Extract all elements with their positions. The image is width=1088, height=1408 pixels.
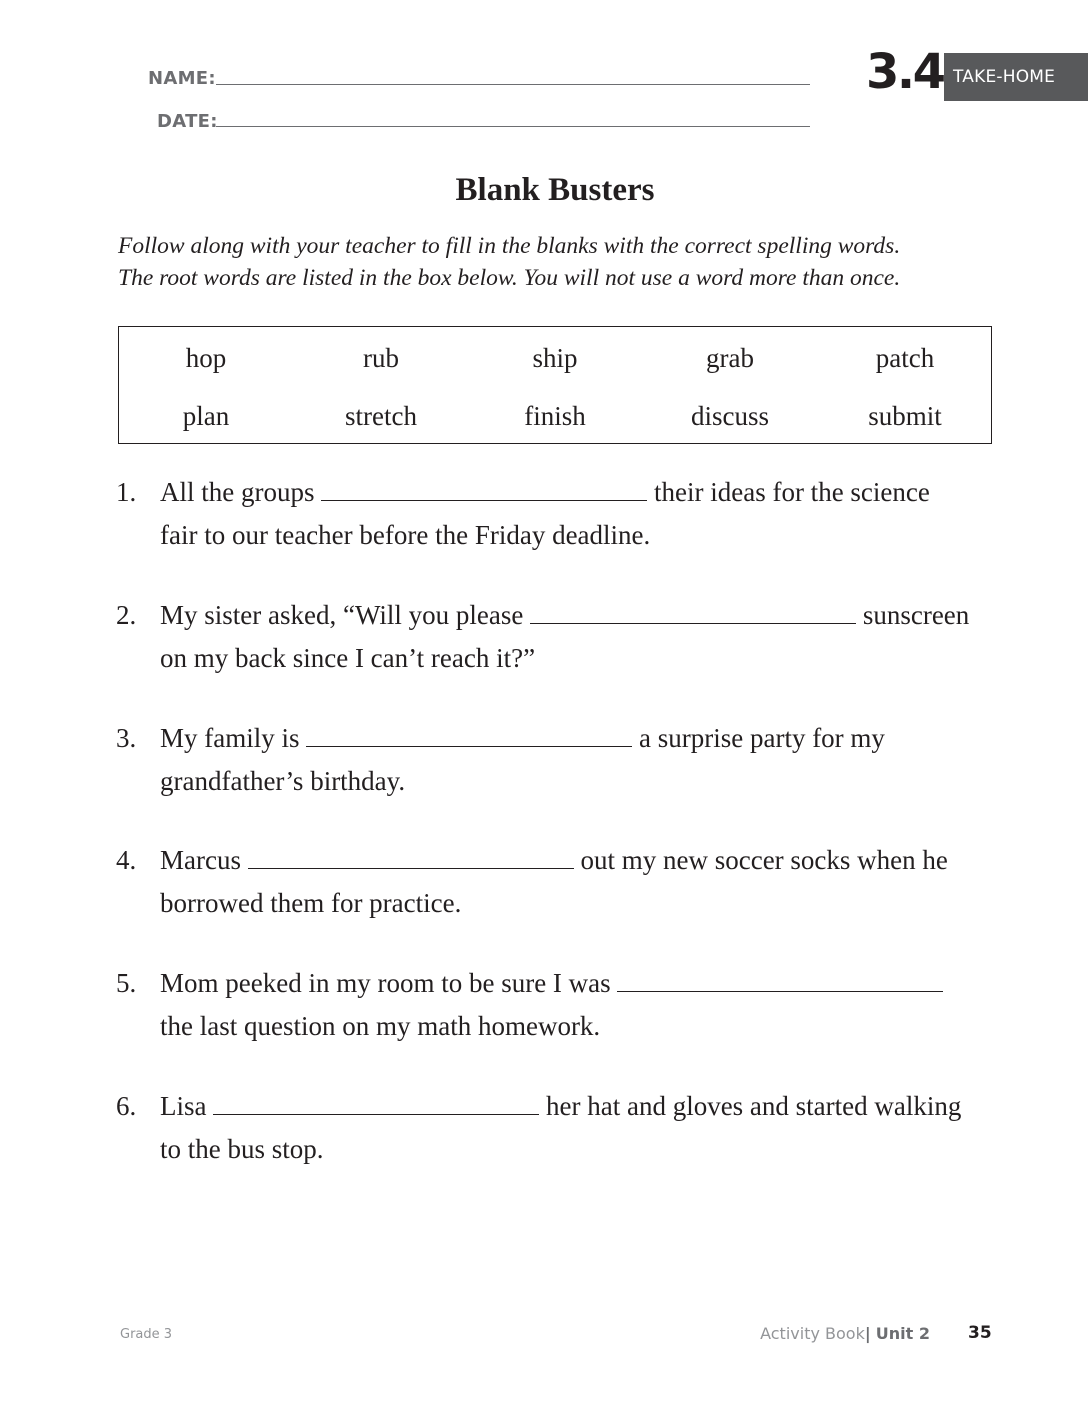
name-line[interactable] xyxy=(216,84,810,85)
answer-blank[interactable] xyxy=(248,841,574,869)
question-text-before: All the groups xyxy=(160,477,315,507)
question-text-before: Lisa xyxy=(160,1091,207,1121)
name-label: NAME: xyxy=(148,68,216,89)
word-bank-box xyxy=(118,326,992,444)
question-text-line-2: grandfather’s birthday. xyxy=(160,766,406,796)
question-text-before: My family is xyxy=(160,723,300,753)
question-text-line-2: the last question on my math homework. xyxy=(160,1011,601,1041)
answer-blank[interactable] xyxy=(306,719,632,747)
question-number: 2. xyxy=(116,600,137,630)
lesson-number: 3.4 xyxy=(866,44,944,100)
page-number: 35 xyxy=(968,1323,992,1343)
date-label: DATE: xyxy=(157,111,218,132)
word-bank-item: patch xyxy=(875,343,935,373)
word-bank-item: ship xyxy=(532,343,578,373)
question-text-line-2: fair to our teacher before the Friday deadline. xyxy=(160,520,651,550)
question-text-after: her hat and gloves and started walking xyxy=(546,1091,962,1121)
instructions-line-2: The root words are listed in the box below. You will not use a word more than once. xyxy=(118,265,901,291)
question-text-line-2: borrowed them for practice. xyxy=(160,888,462,918)
question-text-after: sunscreen xyxy=(862,600,970,630)
question-text-before: My sister asked, “Will you please xyxy=(160,600,524,630)
question-5 xyxy=(116,962,1016,1048)
question-text-after: a surprise party for my xyxy=(639,723,885,753)
page-title: Blank Busters xyxy=(455,172,655,208)
question-number: 3. xyxy=(116,723,137,753)
footer-separator: | xyxy=(864,1324,871,1343)
word-bank-item: discuss xyxy=(690,401,769,431)
footer-book-unit xyxy=(760,1324,930,1343)
question-number: 5. xyxy=(116,968,137,998)
question-3 xyxy=(116,717,1016,803)
question-number: 6. xyxy=(116,1091,137,1121)
take-home-badge: TAKE-HOME xyxy=(944,53,1088,101)
word-bank-item: plan xyxy=(182,401,230,431)
question-number: 4. xyxy=(116,845,137,875)
answer-blank[interactable] xyxy=(213,1087,539,1115)
question-text-before: Marcus xyxy=(160,845,241,875)
word-bank-item: submit xyxy=(868,401,942,431)
footer-book: Activity Book xyxy=(760,1324,865,1343)
instructions-line-1: Follow along with your teacher to fill in the blanks with the correct spelling words. xyxy=(118,233,901,259)
footer-grade: Grade 3 xyxy=(120,1327,173,1342)
question-number: 1. xyxy=(116,477,137,507)
word-bank-item: grab xyxy=(706,343,754,373)
word-bank-item: finish xyxy=(524,401,586,431)
word-bank-item: stretch xyxy=(345,401,417,431)
answer-blank[interactable] xyxy=(530,596,856,624)
date-line[interactable] xyxy=(216,126,810,127)
answer-blank[interactable] xyxy=(321,473,647,501)
question-text-after: out my new soccer socks when he xyxy=(580,845,948,875)
question-text-before: Mom peeked in my room to be sure I was xyxy=(160,968,611,998)
question-2 xyxy=(116,594,1016,680)
question-text-line-2: to the bus stop. xyxy=(160,1134,324,1164)
word-bank-item: hop xyxy=(185,343,227,373)
word-bank-item: rub xyxy=(363,343,399,373)
answer-blank[interactable] xyxy=(617,964,943,992)
footer-unit: Unit 2 xyxy=(875,1324,930,1343)
question-4 xyxy=(116,839,1016,925)
instructions xyxy=(118,230,998,294)
question-text-after: their ideas for the science xyxy=(654,477,930,507)
question-text-line-2: on my back since I can’t reach it?” xyxy=(160,643,536,673)
question-1 xyxy=(116,471,1016,557)
question-6 xyxy=(116,1085,1016,1171)
